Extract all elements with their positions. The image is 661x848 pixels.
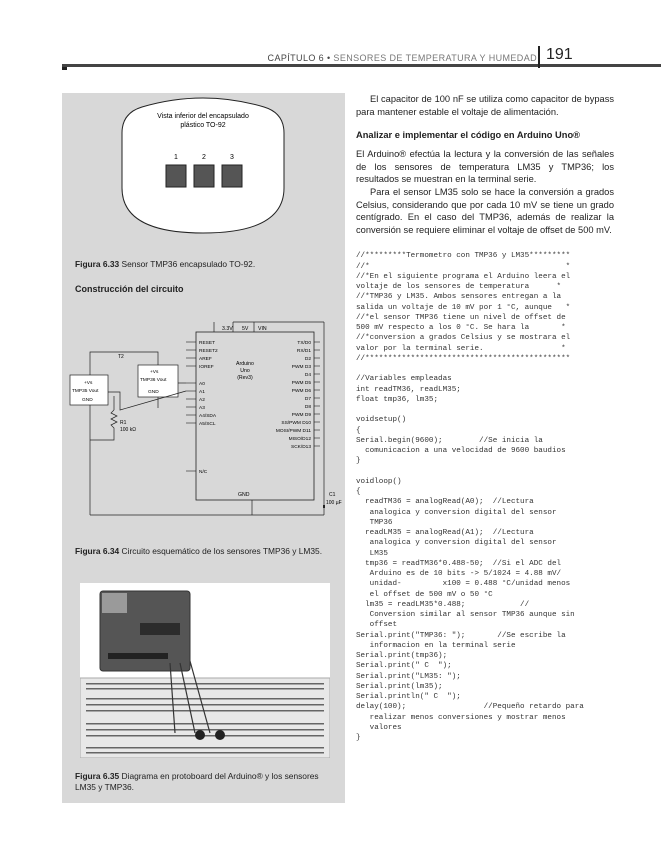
- pin-d0: TX/D0: [297, 341, 311, 346]
- figure-6-33-caption: Figura 6.33 Sensor TMP36 encapsulado TO-92.: [75, 259, 256, 269]
- pin-nc: N/C: [199, 470, 208, 475]
- code-line: [356, 467, 614, 477]
- lm35-sensor-photo: [195, 730, 205, 740]
- figure-6-34-caption: Figura 6.34 Circuito esquemático de los sensores TMP36 y LM35.: [75, 546, 323, 556]
- figures-panel: [62, 93, 345, 803]
- board-name-2: Uno: [240, 368, 250, 374]
- pin-d6: PWM D6: [291, 389, 311, 394]
- pin-d7: D7: [304, 397, 311, 402]
- code-line: comunicacion a una velocidad de 9600 baudios: [356, 447, 566, 456]
- pin-d1: RX/D1: [296, 349, 311, 354]
- code-line: readTM36 = analogRead(A0); //Lectura: [356, 498, 534, 507]
- tmp36-gnd-label: GND: [148, 390, 159, 395]
- tmp36-vs-label: +Vs: [150, 370, 159, 375]
- code-line: //*TMP36 y LM35. Ambos sensores entregan a la: [356, 293, 562, 302]
- code-line: [356, 364, 614, 374]
- pin-number-2: 2: [202, 154, 206, 161]
- code-line: voltaje de los sensores de temperatura *: [356, 283, 562, 292]
- right-pin-labels: [276, 340, 311, 450]
- code-line: readLM35 = analogRead(A1); //Lectura: [356, 529, 534, 538]
- pin-d8: D8: [304, 405, 311, 410]
- figure-6-33: [62, 93, 345, 258]
- board-name-1: Arduino: [236, 361, 254, 367]
- header-rule: [62, 64, 661, 67]
- r1-label: R1: [120, 420, 127, 426]
- code-line: informacion en la terminal serie: [356, 641, 516, 650]
- code-line: Serial.print(" C ");: [356, 662, 452, 671]
- tmp35-vs-label: +Vs: [84, 381, 93, 386]
- paragraph-arduino: El Arduino® efectúa la lectura y la conversión de las señales de los sensores de temperatura LM35 y TMP36; los resultados se muestran en la terminal serie.: [356, 149, 614, 185]
- power-label-vin: VIN: [258, 326, 267, 332]
- code-line: }: [356, 457, 361, 466]
- code-line: offset: [356, 621, 398, 630]
- code-line: float tmp36, lm35;: [356, 395, 439, 404]
- pin-number-1: 1: [174, 154, 178, 161]
- code-line: lm35 = readLM35*0.488; //: [356, 600, 530, 609]
- code-line: valor por la terminal serie. *: [356, 344, 566, 353]
- code-line: 500 mV respecto a los 0 °C. Se hara la *: [356, 324, 566, 333]
- code-line: //*el sensor TMP36 tiene un nivel de offset de: [356, 313, 566, 322]
- pin-a5: A5/SCL: [199, 422, 216, 427]
- code-line: el offset de 500 mV o 50 °C: [356, 590, 493, 599]
- code-line: Conversion similar al sensor TMP36 aunque sin: [356, 611, 575, 620]
- code-line: int readTM36, readLM35;: [356, 385, 461, 394]
- tmp35-gnd-label: GND: [82, 398, 93, 403]
- board-name-3: (Rev3): [237, 375, 253, 381]
- code-line: voidsetup(): [356, 416, 407, 425]
- code-line: //*En el siguiente programa el Arduino leera el: [356, 272, 571, 281]
- pin-d3: PWM D3: [291, 365, 311, 370]
- t2-label: T2: [118, 354, 124, 360]
- pin-d9: PWM D9: [291, 413, 311, 418]
- pin-a2: A2: [199, 398, 205, 403]
- code-line: {: [356, 426, 361, 435]
- code-line: //Variables empleadas: [356, 375, 452, 384]
- pin-3-pad: [222, 165, 242, 187]
- code-listing: [356, 251, 614, 743]
- code-line: Serial.print("LM35: ");: [356, 672, 461, 681]
- pin-2-pad: [194, 165, 214, 187]
- code-line: voidloop(): [356, 477, 402, 486]
- pin-d4: D4: [304, 373, 311, 378]
- tmp36-name-label: TMP36 Vout: [140, 378, 167, 383]
- paragraph-lm35: Para el sensor LM35 solo se hace la conversión a grados Celsius, considerando que por cada 10 mV se tiene un grado centígrado. En el caso del TMP36, además de realizar la conversión se requiere eliminar el voltaje de offset de 500 mV.: [356, 186, 614, 235]
- package-label-2: plástico TO-92: [180, 122, 226, 129]
- c1-value: 100 µF: [326, 500, 342, 506]
- page-number: 191: [546, 46, 573, 63]
- pin-a4: A4/SDA: [199, 414, 217, 419]
- section-heading: Analizar e implementar el código en Arduino Uno®: [356, 130, 580, 141]
- code-line: Serial.print(lm35);: [356, 682, 443, 691]
- code-line: salida un voltaje de 10 mV por 1 °C, aunque *: [356, 303, 571, 312]
- pin-number-3: 3: [230, 154, 234, 161]
- r1-value: 100 kΩ: [120, 427, 136, 433]
- code-line: }: [356, 734, 361, 743]
- gnd-label: GND: [238, 492, 250, 498]
- pin-d11: MOSI/PWM D11: [275, 429, 311, 434]
- pin-a0: A0: [199, 382, 205, 387]
- code-line: Serial.print("TMP36: "); //Se escribe la: [356, 631, 566, 640]
- code-line: //*conversion a grados Celsius y se mostrara el: [356, 334, 571, 343]
- pin-aref: AREF: [199, 357, 212, 362]
- power-label-3v3: 3.3V: [222, 326, 233, 332]
- figure-6-35-breadboard: [80, 583, 330, 758]
- code-line: delay(100); //Pequeño retardo para: [356, 703, 584, 712]
- code-line: Arduino es de 10 bits -> 5/1024 = 4.88 mV/: [356, 570, 562, 579]
- c1-label: C1: [329, 492, 336, 498]
- pin-d5: PWM D5: [291, 381, 311, 386]
- pin-d10: SS/PWM D10: [281, 421, 311, 426]
- breadboard: [80, 678, 330, 758]
- text-column: [356, 93, 614, 743]
- pin-d13: SCK/D13: [291, 445, 311, 450]
- running-title: CAPÍTULO 6 • SENSORES DE TEMPERATURA Y HUMEDAD: [267, 53, 537, 63]
- tmp36-sensor-photo: [215, 730, 225, 740]
- code-line: //*********Termometro con TMP36 y LM35*********: [356, 252, 571, 261]
- pin-a3: A3: [199, 406, 205, 411]
- figure-6-34-schematic: [62, 300, 345, 540]
- left-pin-labels: [199, 340, 218, 475]
- code-line: realizar menos conversiones y mostrar menos: [356, 713, 566, 722]
- code-line: tmp36 = readTM36*0.488-50; //Si el ADC del: [356, 559, 562, 568]
- package-label-1: Vista inferior del encapsulado: [157, 113, 249, 120]
- circuit-heading: Construcción del circuito: [75, 284, 184, 294]
- figure-6-35-caption: Figura 6.35 Diagrama en protoboard del Arduino® y los sensores LM35 y TMP36.: [75, 771, 319, 792]
- header-separator: [538, 46, 540, 68]
- page-header: [0, 44, 661, 70]
- code-line: [356, 405, 614, 415]
- code-line: //* *: [356, 262, 571, 271]
- tmp35-name-label: TMP35 Vout: [72, 389, 99, 394]
- code-line: //*********************************************: [356, 354, 571, 363]
- code-line: TMP36: [356, 518, 393, 527]
- pin-1-pad: [166, 165, 186, 187]
- chapter-label: CAPÍTULO 6: [267, 53, 325, 63]
- paragraph-capacitor: El capacitor de 100 nF se utiliza como capacitor de bypass para mantener estable el voltaje de alimentación.: [356, 94, 614, 117]
- power-label-5v: 5V: [242, 326, 249, 332]
- section-label: SENSORES DE TEMPERATURA Y HUMEDAD: [333, 53, 537, 63]
- pin-reset2: RESET2: [199, 349, 218, 354]
- code-line: {: [356, 488, 361, 497]
- code-line: Serial.begin(9600); //Se inicia la: [356, 436, 543, 445]
- pin-d12: MISO/D12: [288, 437, 311, 442]
- code-line: unidad- x100 = 0.488 °C/unidad menos: [356, 580, 571, 589]
- pin-d2: D2: [304, 357, 311, 362]
- code-line: analogica y conversion digital del sensor: [356, 539, 557, 548]
- pin-reset: RESET: [199, 341, 215, 346]
- code-line: Serial.println(" C ");: [356, 693, 461, 702]
- pin-a1: A1: [199, 390, 205, 395]
- pin-ioref: IOREF: [199, 365, 214, 370]
- code-line: LM35: [356, 549, 388, 558]
- code-line: analogica y conversion digital del sensor: [356, 508, 557, 517]
- code-line: valores: [356, 723, 402, 732]
- code-line: Serial.print(tmp36);: [356, 652, 448, 661]
